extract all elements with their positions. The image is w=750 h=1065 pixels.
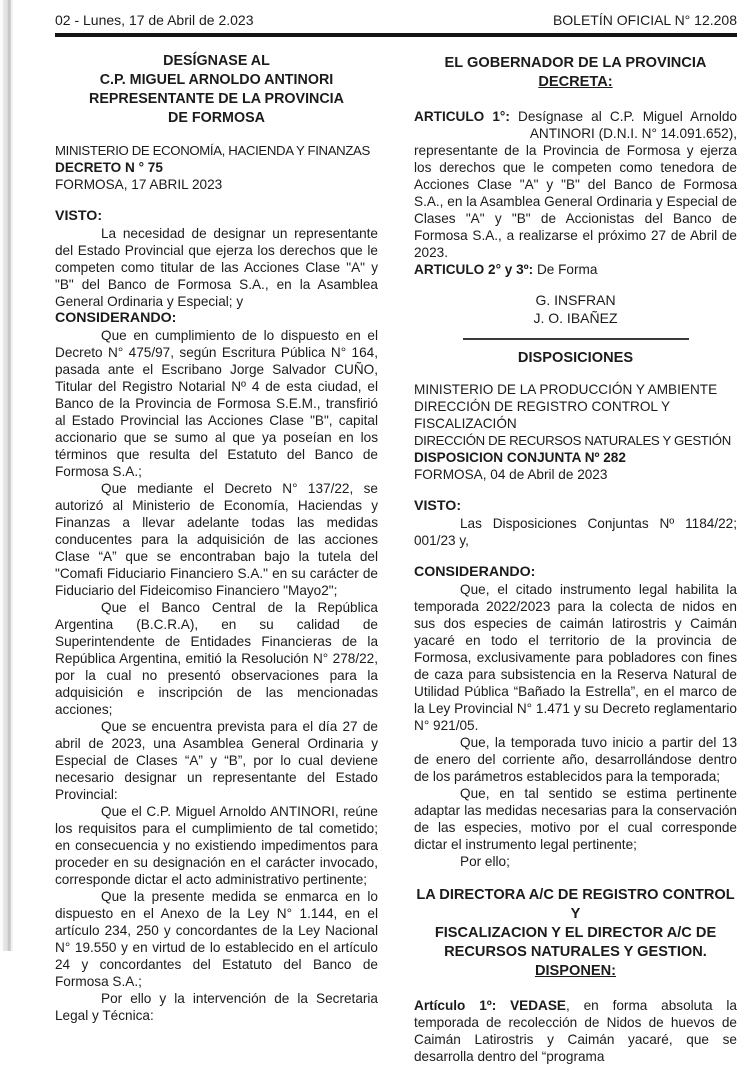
disposicion-number: DISPOSICION CONJUNTA Nº 282 [414, 450, 626, 465]
articulo-2-3-label: ARTICULO 2° y 3º: [414, 262, 534, 277]
decree-title-line: REPRESENTANTE DE LA PROVINCIA [89, 91, 344, 107]
considerando-paragraph: Que mediante el Decreto N° 137/22, se autorizó al Ministerio de Economía, Haciendas y Finanzas a llevar adelante todas las medidas conducentes para la adquisición de las acciones Clase “A” que se encontraban bajo la tutela del "Comafi Fiduciario Financiero S.A." en su carácter de Fiduciario del Fideicomiso Financiero "Mayo2"; [55, 481, 378, 598]
right-column [414, 50, 737, 1065]
decree-place-date: FORMOSA, 17 ABRIL 2023 [55, 177, 223, 192]
bulletin-page [55, 12, 737, 1065]
considerando-paragraph: Que se encuentra prevista para el día 27 de abril de 2023, una Asamblea General Ordinaria y Especial de Clases “A” y “B”, por lo cual deviene necesario designar un representante del Estado Provincial: [55, 719, 378, 802]
por-ello-line: Por ello; [460, 854, 510, 869]
two-column-body [55, 50, 737, 1065]
org-line-direccion-recursos: DIRECCIÓN DE RECURSOS NATURALES Y GESTIÓN [414, 433, 731, 448]
articulo-1-first-line [414, 108, 737, 125]
articulo-1-line1-text: Desígnase al C.P. Miguel Arnoldo [518, 109, 737, 124]
decree-number: DECRETO N ° 75 [55, 160, 163, 175]
articulo-final-label: Artículo 1º: VEDASE [414, 998, 566, 1013]
directors-heading-line: FISCALIZACION Y EL DIRECTOR A/C DE [434, 925, 717, 941]
masthead [55, 12, 737, 37]
directors-heading-line: LA DIRECTORA A/C DE REGISTRO CONTROL Y [416, 887, 735, 922]
decree-title-line: C.P. MIGUEL ARNOLDO ANTINORI [99, 72, 334, 88]
disponen-heading: DISPONEN: [534, 963, 617, 979]
considerando-label: CONSIDERANDO: [55, 310, 177, 326]
considerando-paragraph: Que la presente medida se enmarca en lo dispuesto en el Anexo de la Ley N° 1.144, en el artículo 234, 250 y concordantes de la Ley Nacional N° 19.550 y en virtud de lo establecido en el artículo 24 y concordantes del Estatuto del Banco de Formosa S.A.; [55, 889, 378, 989]
considerando-paragraph: Que en cumplimiento de lo dispuesto en el Decreto N° 475/97, según Escritura Pública N° 164, pasada ante el Escribano Jorge Salvador CUÑO, Titular del Registro Notarial Nº 4 de esta ciudad, el Banco de la Provincia de Formosa S.E.M., transfirió al Estado Provincial las Acciones Clase "B", capital accionario que se sumo al que ya poseían en los términos que resulta del Estatuto del Banco de Formosa S.A.; [55, 328, 378, 479]
articulo-final-paragraph [414, 997, 737, 1065]
disposiciones-heading: DISPOSICIONES [517, 350, 634, 366]
masthead-bulletin-number: BOLETÍN OFICIAL N° 12.208 [552, 12, 737, 28]
articulo-2-3-line [414, 261, 737, 278]
closing-paragraph: Por ello y la intervención de la Secretaria Legal y Técnica: [55, 991, 378, 1023]
articulo-final-text: , en forma absoluta la temporada de recolección de Nidos de huevos de Caimán Latirostris y Caimán yacaré, que se desarrolla dentro del “programa [414, 998, 737, 1064]
org-line-direccion-registro: DIRECCIÓN DE REGISTRO CONTROL Y FISCALIZACIÓN [414, 399, 670, 431]
considerando-label: CONSIDERANDO: [414, 564, 536, 580]
signature-governor: G. INSFRAN [535, 292, 616, 308]
articulo-1-second-line: ANTINORI (D.N.I. N° 14.091.652), [529, 126, 737, 141]
visto-label: VISTO: [414, 498, 462, 514]
signature-minister: J. O. IBAÑEZ [533, 310, 618, 326]
decree-title-line: DESÍGNASE AL [163, 53, 270, 69]
governor-heading: EL GOBERNADOR DE LA PROVINCIA [444, 55, 707, 71]
org-block [414, 381, 737, 483]
left-column [55, 50, 378, 1065]
considerando-paragraph: Que, la temporada tuvo inicio a partir del 13 de enero del corriente año, desarrollándose dentro de los parámetros establecidos para la temporada; [414, 735, 737, 784]
articulo-1-label: ARTICULO 1°: [414, 109, 510, 124]
scanned-page-edge [0, 0, 13, 951]
ministry-name: MINISTERIO DE ECONOMÍA, HACIENDA Y FINANZAS [55, 143, 370, 158]
directors-heading [414, 886, 737, 981]
directors-heading-line: RECURSOS NATURALES Y GESTION. [444, 944, 707, 960]
considerando-paragraph: Que el C.P. Miguel Arnoldo ANTINORI, reúne los requisitos para el cumplimiento de tal cometido; en consecuencia y no existiendo impedimentos para proceder en su designación en el carácter invocado, corresponde dictar el acto administrativo pertinente; [55, 804, 378, 887]
articulo-1-rest: representante de la Provincia de Formosa y ejerza los derechos que le competen como tenedora de Acciones Clase "A" y "B" del Banco de Formosa S.A., en la Asamblea General Ordinaria y Especial de Clases "A" y "B" de Accionistas del Banco de Formosa S.A., a realizarse el próximo 27 de Abril de 2023. [414, 143, 737, 260]
decree-title [55, 52, 378, 128]
signature-block [414, 291, 737, 327]
considerando-paragraph: Que el Banco Central de la República Argentina (B.C.R.A), en su calidad de Superintendente de Entidades Financieras de la República Argentina, emitió la Resolución N° 278/22, por la cual no presentó observaciones para la adquisición e inscripción de las mencionadas acciones; [55, 600, 378, 717]
considerando-paragraph: Que, en tal sentido se estima pertinente adaptar las medidas necesarias para la conservación de las especies, motivo por el cual corresponde dictar el instrumento legal pertinente; [414, 786, 737, 852]
visto-paragraph: La necesidad de designar un representante del Estado Provincial que ejerza los derechos que le competen como titular de las Acciones Clase "A" y "B" del Banco de Formosa S.A., en la Asamblea General Ordinaria y Especial; y [55, 226, 378, 309]
org-line-ministry: MINISTERIO DE LA PRODUCCIÓN Y AMBIENTE [414, 382, 718, 397]
masthead-page-date: 02 - Lunes, 17 de Abril de 2.023 [55, 12, 254, 28]
articulo-1-block [414, 108, 737, 261]
articulo-2-3-text: De Forma [533, 262, 598, 277]
disposicion-place-date: FORMOSA, 04 de Abril de 2023 [414, 467, 608, 482]
decree-title-line: DE FORMOSA [168, 110, 265, 126]
considerando-paragraph: Que, el citado instrumento legal habilita la temporada 2022/2023 para la colecta de nidos en sus dos especies de caimán latirostris y Caimán yacaré en todo el territorio de la provincia de Formosa, exclusivamente para pobladores con fines de caza para subsistencia en la Reserva Natural de Utilidad Pública “Bañado la Estrella”, en el marco de la Ley Provincial N° 1.471 y su Decreto reglamentario N° 921/05. [414, 582, 737, 733]
visto-label: VISTO: [55, 208, 103, 224]
decreta-heading: DECRETA: [538, 74, 613, 90]
visto-paragraph: Las Disposiciones Conjuntas Nº 1184/22; 001/23 y, [414, 516, 737, 548]
section-divider-rule [463, 338, 689, 340]
